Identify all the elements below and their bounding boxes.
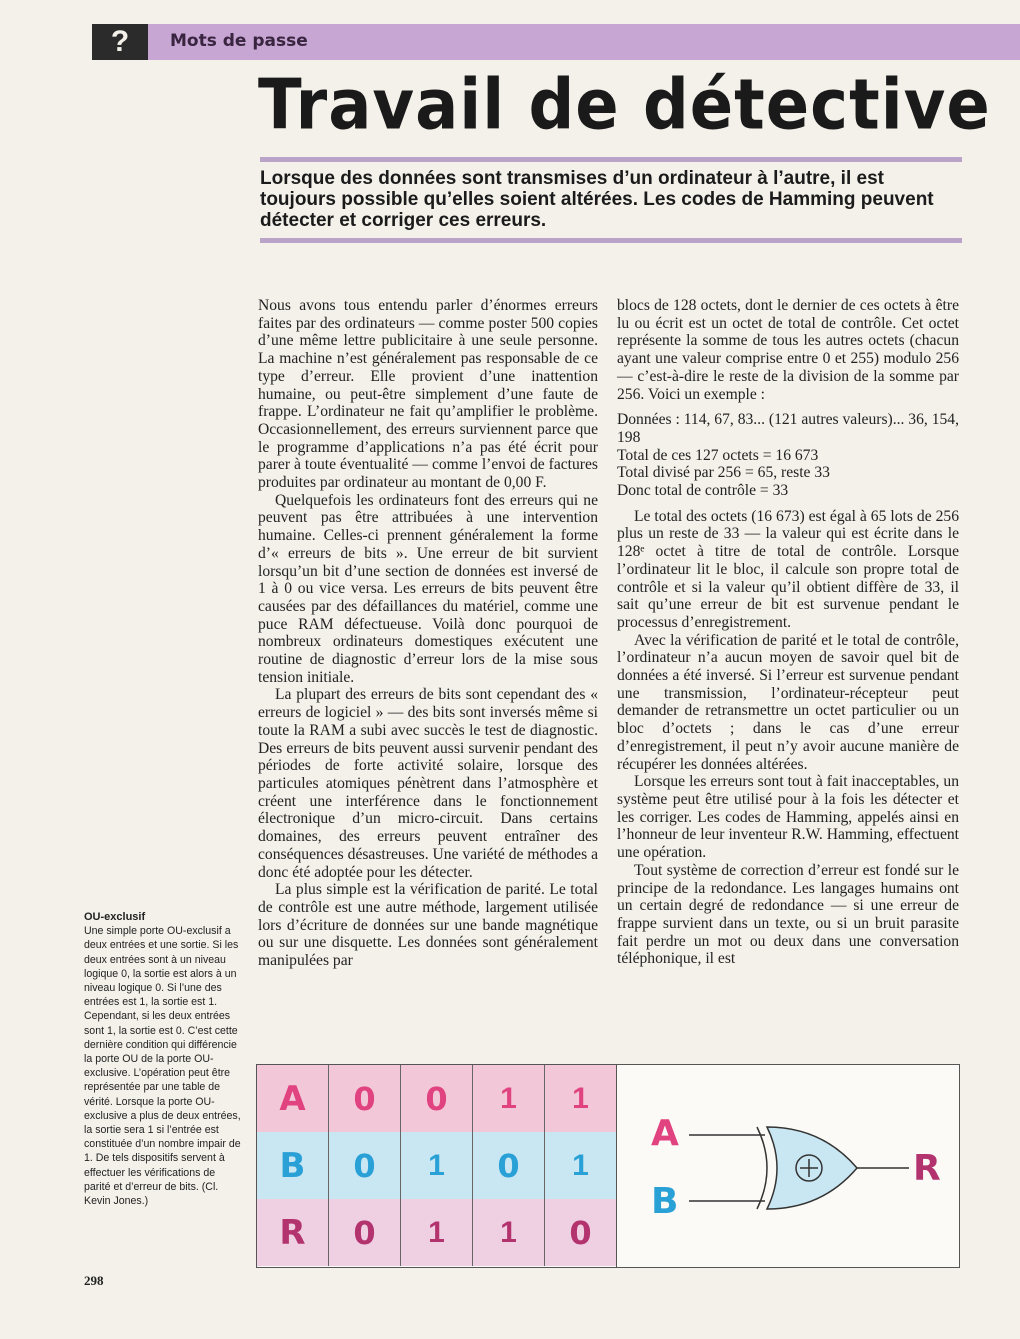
gate-input-a-label: A bbox=[651, 1113, 679, 1154]
truth-table-cell: 1 bbox=[401, 1132, 473, 1199]
paragraph: Avec la vérification de parité et le total de contrôle, l’ordinateur n’a aucun moyen de savoir quel bit de données a été inversé. Si l’erreur est survenue pendant une transmission, l’ordinateur-récepteur peut demander de retransmettre un octet particulier ou un bloc d’octets ; dans le cas d’une erreur d’enregistrement, il peut n’y avoir aucune manière de récupérer les données altérées. bbox=[617, 631, 959, 773]
truth-table-cell: 1 bbox=[572, 1148, 589, 1182]
section-label: Mots de passe bbox=[170, 31, 308, 51]
divider-bottom bbox=[260, 238, 962, 243]
paragraph: blocs de 128 octets, dont le dernier de ces octets à être lu ou écrit est un octet de total de contrôle. Cet octet représente la somme de tous les autres octets (chacun ayant une valeur comprise entre 0 et 255) modulo 256 — c’est-à-dire le reste de la division de la somme par 256. Voici un exemple : bbox=[617, 297, 959, 403]
truth-table-cell: 0 bbox=[329, 1199, 401, 1266]
truth-table-label: A bbox=[257, 1065, 329, 1132]
caption-body: Une simple porte OU-exclusif a deux entrées et une sortie. Si les deux entrées sont à un niveau logique 0, la sortie est alors à un niveau logique 0. Si l’une des entrées est 1, la sortie est 1. Cependant, si les deux entrées sont 1, la sortie est 0. C’est cette dernière condition qui différencie la porte OU de la porte OU-exclusive. L’opération peut être représentée par une table de vérité. Lorsque la porte OU-exclusive a plus de deux entrées, la sortie sera 1 si l’entrée est constituée d’un nombre impair de 1. De tels dispositifs servent à effectuer les vérifications de parité et d’erreur de bits. (Cl. Kevin Jones.) bbox=[84, 925, 241, 1208]
text-column-right bbox=[617, 297, 959, 968]
truth-table-row bbox=[257, 1199, 616, 1266]
truth-table-cell: 0 bbox=[329, 1065, 401, 1132]
paragraph: Quelquefois les ordinateurs font des erreurs qui ne peuvent pas être attribuées à une intervention humaine. Celles-ci prennent généralement la forme d’« erreurs de bits ». Une erreur de bit survient lorsqu’un bit d’une section de données est inversé de 1 à 0 ou vice versa. Les erreurs de bits peuvent être causées par des défaillances du matériel, comme une puce RAM défectueuse. Voilà donc pourquoi de nombreux ordinateurs domestiques exécutent une routine de diagnostic d’erreur lors de la mise sous tension initiale. bbox=[258, 491, 598, 686]
truth-table-label: R bbox=[257, 1199, 329, 1266]
truth-table-cell: 0 bbox=[473, 1132, 545, 1199]
paragraph: Lorsque les erreurs sont tout à fait inacceptables, un système peut être utilisé pour à la fois les détecter et les corriger. Les codes de Hamming, appelés ainsi en l’honneur de leur inventeur R.W. Hamming, effectuent une opération. bbox=[617, 773, 959, 862]
paragraph: La plupart des erreurs de bits sont cependant des « erreurs de logiciel » — des bits sont inversés même si toute la RAM a subi avec succès le test de diagnostic. Des erreurs de bits peuvent aussi survenir pendant des périodes de forte activité solaire, lorsque des particules atomiques pénètrent dans l’atmosphère et créent une interférence dans le fonctionnement électronique d’un micro-circuit. Dans certains domaines, des erreurs peuvent entraîner des conséquences désastreuses. Une variété de méthodes a donc été adoptée pour les détecter. bbox=[258, 686, 598, 881]
question-mark-icon: ? bbox=[92, 24, 148, 60]
example-line: Données : 114, 67, 83... (121 autres valeurs)... 36, 154, 198 bbox=[617, 411, 959, 446]
truth-table-cell: 0 bbox=[329, 1132, 401, 1199]
truth-table-cell: 1 bbox=[572, 1081, 589, 1115]
lead-paragraph: Lorsque des données sont transmises d’un ordinateur à l’autre, il est toujours possible qu’elles soient altérées. Les codes de Hamming peuvent détecter et corriger ces erreurs. bbox=[260, 168, 934, 231]
xor-gate-icon bbox=[617, 1065, 959, 1267]
example-line: Total divisé par 256 = 65, reste 33 bbox=[617, 464, 830, 482]
truth-table-cell: 1 bbox=[473, 1065, 545, 1132]
page-title: Travail de détective bbox=[258, 66, 991, 146]
truth-table-label: B bbox=[257, 1132, 329, 1199]
paragraph: Tout système de correction d’erreur est fondé sur le principe de la redondance. Les langages humains ont un certain degré de redondance — si une erreur de frappe survient dans un texte, ou si un bruit parasite fait perdre un mot ou deux dans une conversation téléphonique, il est bbox=[617, 861, 959, 968]
gate-input-b-label: B bbox=[651, 1181, 679, 1222]
example-line: Total de ces 127 octets = 16 673 bbox=[617, 446, 819, 464]
xor-back-curve bbox=[757, 1127, 767, 1209]
paragraph: La plus simple est la vérification de parité. Le total de contrôle est une autre méthode, largement utilisée lors d’écriture de données sur une bande magnétique ou sur une disquette. Les données sont généralement manipulées par bbox=[258, 881, 598, 970]
paragraph: Le total des octets (16 673) est égal à 65 lots de 256 plus un reste de 33 — la valeur qui est écrite dans le 128ᵉ octet à titre de total de contrôle. Lorsque l’ordinateur lit le bloc, il calcule son propre total de contrôle et si la valeur qu’il obtient diffère de 33, il sait qu’une erreur de bit est survenue pendant le processus d’enregistrement. bbox=[617, 507, 959, 631]
divider-top bbox=[260, 157, 962, 162]
text-column-left bbox=[258, 297, 598, 970]
xor-gate-diagram bbox=[617, 1065, 959, 1267]
caption-title: OU-exclusif bbox=[84, 911, 146, 923]
page-number: 298 bbox=[84, 1273, 104, 1288]
truth-table-cell: 1 bbox=[473, 1199, 545, 1266]
paragraph: Nous avons tous entendu parler d’énormes erreurs faites par des ordinateurs — comme poster 500 copies d’une même lettre publicitaire à une seule personne. La machine n’est généralement pas responsable de ce type d’erreur. Elle provient d’une inattention humaine, ou peut-être simplement d’une faute de frappe. L’ordinateur ne fait qu’amplifier le problème. Occasionnellement, des erreurs surviennent parce que le programme d’applications n’a pas été écrit pour parer à toute éventualité — comme l’envoi de factures produites par ordinateur au montant de 0,00 F. bbox=[258, 297, 598, 492]
caption-sidebar bbox=[84, 910, 242, 1208]
gate-output-label: R bbox=[913, 1148, 941, 1189]
truth-table-cell: 1 bbox=[401, 1199, 473, 1266]
truth-table-row bbox=[257, 1132, 616, 1200]
truth-table-row bbox=[257, 1065, 616, 1133]
xor-figure bbox=[256, 1064, 960, 1268]
truth-table-cell: 0 bbox=[569, 1213, 592, 1252]
checksum-example bbox=[617, 411, 959, 500]
truth-table bbox=[257, 1065, 617, 1267]
truth-table-cell: 0 bbox=[401, 1065, 473, 1132]
example-line: Donc total de contrôle = 33 bbox=[617, 482, 789, 500]
